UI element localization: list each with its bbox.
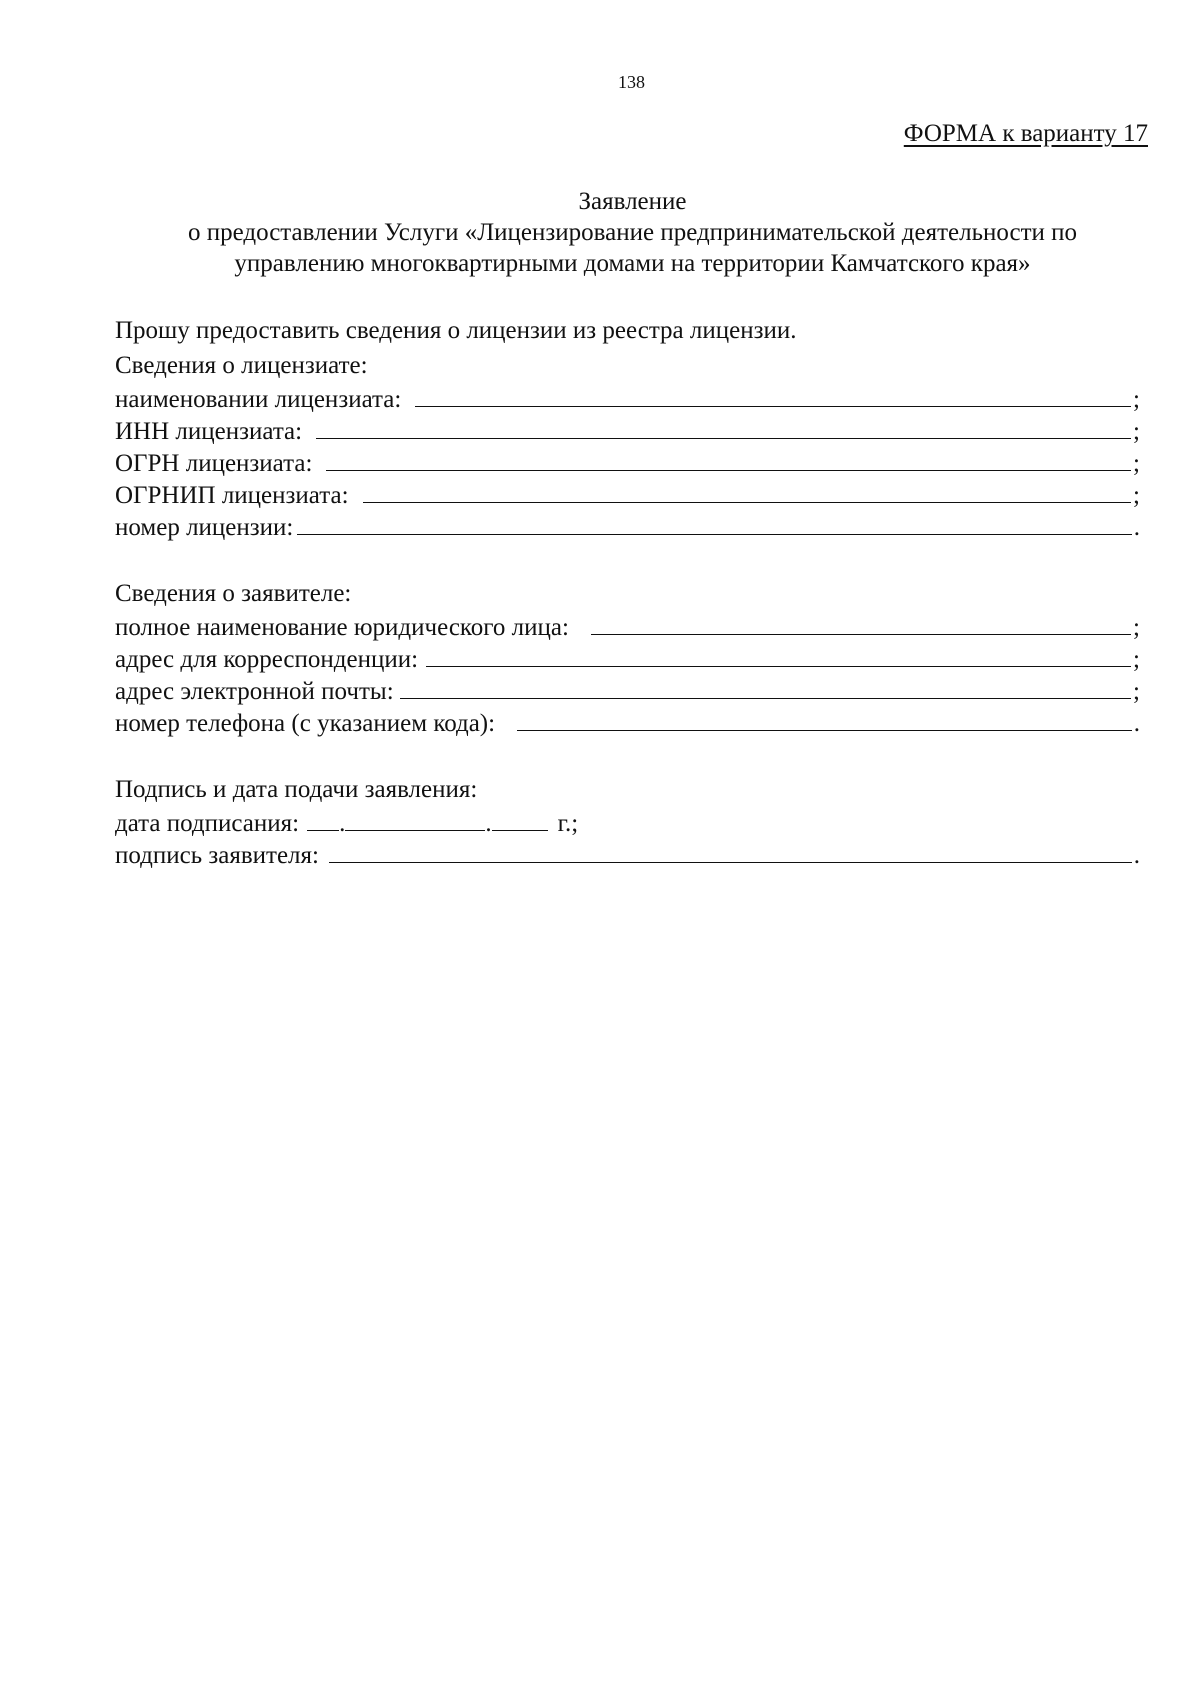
signing-date-row bbox=[115, 806, 1140, 838]
licensee-ogrnip-label: ОГРНИП лицензиата: bbox=[115, 482, 349, 509]
licensee-name-input[interactable] bbox=[415, 382, 1131, 407]
signature-section-title: Подпись и дата подачи заявления: bbox=[115, 776, 478, 803]
applicant-legal-name-end: ; bbox=[1133, 614, 1140, 641]
applicant-phone-input[interactable] bbox=[517, 706, 1132, 731]
applicant-address-label: адрес для корреспонденции: bbox=[115, 646, 419, 673]
document-heading bbox=[100, 186, 1165, 279]
licensee-ogrn-end: ; bbox=[1133, 450, 1140, 477]
applicant-email-row bbox=[115, 674, 1140, 706]
licensee-inn-input[interactable] bbox=[316, 414, 1131, 439]
applicant-legal-name-label: полное наименование юридического лица: bbox=[115, 614, 569, 641]
license-number-end: . bbox=[1133, 514, 1140, 541]
applicant-signature-end: . bbox=[1133, 842, 1140, 869]
signature-section bbox=[115, 774, 1140, 870]
signing-date-suffix: г.; bbox=[557, 810, 579, 837]
applicant-section-title: Сведения о заявителе: bbox=[115, 580, 352, 607]
licensee-ogrnip-row bbox=[115, 478, 1140, 510]
signing-date-month-input[interactable] bbox=[345, 806, 485, 831]
licensee-name-row bbox=[115, 382, 1140, 414]
licensee-name-label: наименовании лицензиата: bbox=[115, 386, 402, 413]
applicant-email-end: ; bbox=[1133, 678, 1140, 705]
applicant-address-row bbox=[115, 642, 1140, 674]
date-separator: . bbox=[339, 810, 346, 837]
applicant-signature-input[interactable] bbox=[329, 838, 1132, 863]
applicant-email-label: адрес электронной почты: bbox=[115, 678, 394, 705]
heading-title: Заявление bbox=[578, 188, 687, 215]
applicant-legal-name-row bbox=[115, 610, 1140, 642]
applicant-address-input[interactable] bbox=[426, 642, 1131, 667]
applicant-email-input[interactable] bbox=[400, 674, 1131, 699]
license-number-row bbox=[115, 510, 1140, 542]
signing-date-year-input[interactable] bbox=[492, 806, 548, 831]
heading-subtitle-line2: управлению многоквартирными домами на территории Камчатского края» bbox=[234, 250, 1031, 277]
licensee-inn-row bbox=[115, 414, 1140, 446]
licensee-inn-label: ИНН лицензиата: bbox=[115, 418, 303, 445]
licensee-ogrn-label: ОГРН лицензиата: bbox=[115, 450, 313, 477]
licensee-name-end: ; bbox=[1133, 386, 1140, 413]
signing-date-day-input[interactable] bbox=[307, 806, 339, 831]
licensee-ogrnip-input[interactable] bbox=[363, 478, 1132, 503]
request-text: Прошу предоставить сведения о лицензии из реестра лицензии. bbox=[115, 317, 797, 344]
license-number-label: номер лицензии: bbox=[115, 514, 294, 541]
applicant-legal-name-input[interactable] bbox=[591, 610, 1131, 635]
licensee-section-title: Сведения о лицензиате: bbox=[115, 352, 368, 379]
applicant-signature-row bbox=[115, 838, 1140, 870]
applicant-phone-row bbox=[115, 706, 1140, 738]
page-number: 138 bbox=[618, 72, 645, 92]
licensee-ogrn-row bbox=[115, 446, 1140, 478]
form-variant-label: ФОРМА к варианту 17 bbox=[903, 120, 1148, 147]
licensee-section bbox=[115, 350, 1140, 542]
signing-date-label: дата подписания: bbox=[115, 810, 300, 837]
applicant-signature-label: подпись заявителя: bbox=[115, 842, 319, 869]
licensee-ogrnip-end: ; bbox=[1133, 482, 1140, 509]
applicant-section bbox=[115, 578, 1140, 738]
applicant-phone-end: . bbox=[1133, 710, 1140, 737]
license-number-input[interactable] bbox=[297, 510, 1131, 535]
applicant-address-end: ; bbox=[1133, 646, 1140, 673]
heading-subtitle-line1: о предоставлении Услуги «Лицензирование предпринимательской деятельности по bbox=[187, 219, 1078, 246]
date-separator: . bbox=[485, 810, 492, 837]
applicant-phone-label: номер телефона (с указанием кода): bbox=[115, 710, 496, 737]
licensee-inn-end: ; bbox=[1133, 418, 1140, 445]
licensee-ogrn-input[interactable] bbox=[326, 446, 1131, 471]
